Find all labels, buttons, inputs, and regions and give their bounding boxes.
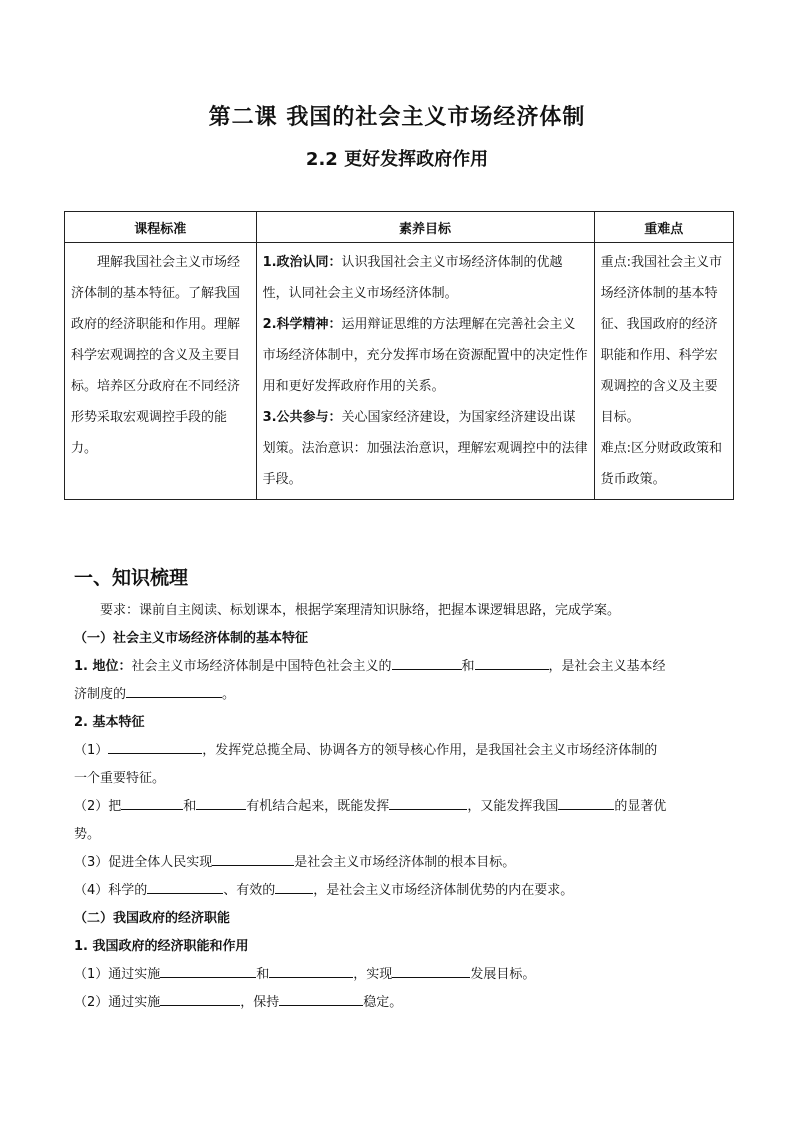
feature-text: 和 [183, 799, 197, 814]
knowledge-content [74, 625, 726, 1017]
item1-text: 社会主义市场经济体制是中国特色社会主义的 [131, 659, 392, 674]
fill-blank[interactable] [108, 739, 202, 754]
item1-label: 1. 地位： [74, 659, 132, 674]
govt-text: ，实现 [353, 967, 393, 982]
govt-text: ，保持 [240, 995, 280, 1010]
feature-2 [74, 793, 726, 821]
govt-text: （1）通过实施 [74, 967, 161, 982]
difficult-points-text: 难点:区分财政政策和货币政策。 [600, 441, 722, 487]
fill-blank[interactable] [160, 991, 240, 1006]
fill-blank[interactable] [269, 963, 353, 978]
feature-text: ，发挥党总揽全局、协调各方的领导核心作用，是我国社会主义市场经济体制的 [202, 743, 658, 758]
fill-blank[interactable] [279, 991, 363, 1006]
govt-text: 和 [256, 967, 270, 982]
goal-3-label: 3.公共参与： [262, 410, 342, 425]
fill-blank[interactable] [392, 963, 470, 978]
govt-text: 稳定。 [363, 995, 403, 1010]
feature-2-cont: 势。 [74, 827, 101, 842]
part2-heading: （二）我国政府的经济职能 [74, 911, 231, 926]
fill-blank[interactable] [126, 683, 222, 698]
part1-heading: （一）社会主义市场经济体制的基本特征 [74, 631, 309, 646]
feature-text: （3）促进全体人民实现 [74, 855, 213, 870]
govt-1 [74, 961, 726, 989]
item1-line [74, 653, 726, 681]
goal-1-label: 1.政治认同： [262, 255, 342, 270]
fill-blank[interactable] [389, 795, 467, 810]
item1-text: 和 [461, 659, 475, 674]
goal-1-text: 认识我国社会主义市场经济体制的优越性，认同社会主义市场经济体制。 [262, 255, 563, 301]
section-heading: 一、知识梳理 [74, 567, 189, 589]
feature-text: 是社会主义市场经济体制的根本目标。 [294, 855, 516, 870]
fill-blank[interactable] [121, 795, 183, 810]
goal-2-label: 2.科学精神： [262, 317, 342, 332]
goal-2-text: 运用辩证思维的方法理解在完善社会主义市场经济体制中，充分发挥市场在资源配置中的决定性作用和更好发挥政府作用的关系。 [262, 317, 588, 394]
goal-3-text: 关心国家经济建设，为国家经济建设出谋划策。法治意识：加强法治意识，理解宏观调控中的法律手段。 [262, 410, 588, 487]
fill-blank[interactable] [558, 795, 614, 810]
govt-2 [74, 989, 726, 1017]
feature-3 [74, 849, 726, 877]
header-key-points: 重难点 [594, 212, 733, 243]
goal-3 [263, 402, 588, 495]
standard-cell [65, 243, 257, 500]
goals-table [64, 211, 734, 500]
fill-blank[interactable] [147, 879, 223, 894]
page-title: 第二课 我国的社会主义市场经济体制 [208, 105, 586, 130]
goals-table-header-row [65, 212, 734, 243]
header-standard: 课程标准 [65, 212, 257, 243]
standard-text: 理解我国社会主义市场经济体制的基本特征。了解我国政府的经济职能和作用。理解科学宏观调控的含义及主要目标。培养区分政府在不同经济形势采取宏观调控手段的能力。 [71, 255, 241, 456]
goal-1 [263, 247, 588, 309]
part2-item1: 1. 我国政府的经济职能和作用 [74, 939, 249, 954]
item1-text: 。 [222, 687, 236, 702]
header-goals: 素养目标 [256, 212, 594, 243]
feature-text: ，又能发挥我国 [467, 799, 559, 814]
requirement-text: 要求：课前自主阅读、标划课本，根据学案理清知识脉络，把握本课逻辑思路，完成学案。 [100, 603, 621, 618]
key-points-cell [594, 243, 733, 500]
goals-cell [256, 243, 594, 500]
feature-text: （1） [74, 743, 109, 758]
page-subtitle: 2.2 更好发挥政府作用 [305, 149, 489, 170]
feature-1-cont: 一个重要特征。 [74, 771, 166, 786]
item1-text: ，是社会主义基本经 [548, 659, 666, 674]
fill-blank[interactable] [212, 851, 294, 866]
key-points-text: 重点:我国社会主义市场经济体制的基本特征、我国政府的经济职能和作用、科学宏观调控的含义及主要目标。 [600, 255, 722, 425]
feature-text: （2）把 [74, 799, 122, 814]
feature-4 [74, 877, 726, 905]
item1-line-2 [74, 681, 726, 709]
fill-blank[interactable] [392, 655, 462, 670]
feature-text: 、有效的 [223, 883, 276, 898]
fill-blank[interactable] [196, 795, 246, 810]
goal-2 [263, 309, 588, 402]
feature-text: ，是社会主义市场经济体制优势的内在要求。 [313, 883, 574, 898]
feature-text: 的显著优 [614, 799, 667, 814]
fill-blank[interactable] [475, 655, 549, 670]
fill-blank[interactable] [160, 963, 256, 978]
govt-text: （2）通过实施 [74, 995, 161, 1010]
item1-text: 济制度的 [74, 687, 127, 702]
feature-1 [74, 737, 726, 765]
fill-blank[interactable] [275, 879, 313, 894]
feature-text: （4）科学的 [74, 883, 148, 898]
goals-table-row [65, 243, 734, 500]
feature-text: 有机结合起来，既能发挥 [246, 799, 390, 814]
item2-heading: 2. 基本特征 [74, 715, 145, 730]
govt-text: 发展目标。 [470, 967, 536, 982]
